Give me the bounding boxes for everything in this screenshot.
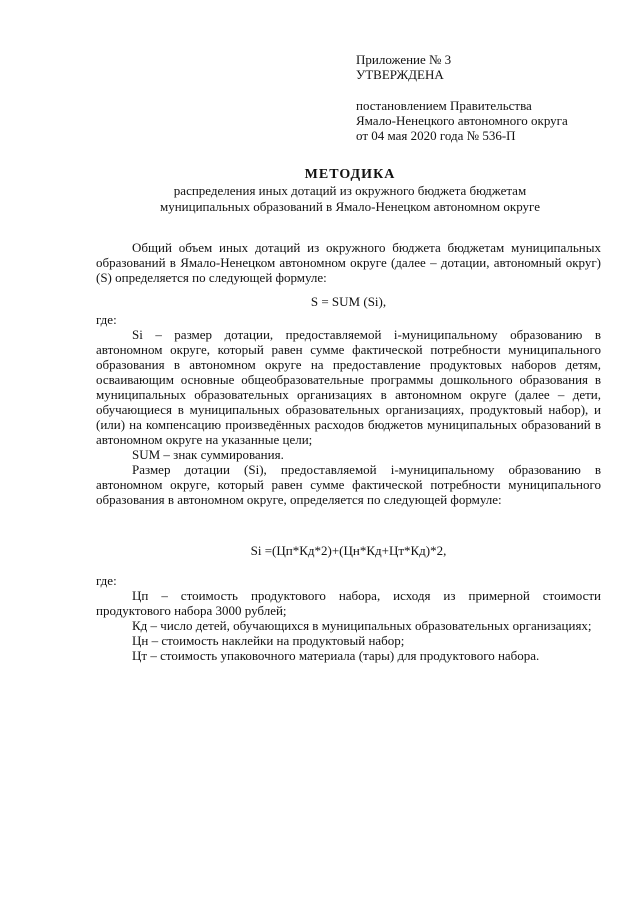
intro-paragraph: Общий объем иных дотаций из окружного бюджета бюджетам муниципальных образований в Ямало-Ненецком автономном округе (далее – дотации, автономный округ) (S) определяется по следующей формуле: — [96, 240, 601, 285]
formula-total: S = SUM (Si), — [310, 294, 387, 309]
definition-si: Si – размер дотации, предоставляемой i-муниципальному образованию в автономном округе, который равен сумме фактической потребности муниципального образования в автономном округе на предоставление продуктовых наборов детям, осваивающим основные общеобразовательные программы дошкольного образования в муниципальных образовательных организациях в автономном округе (далее – дети, обучающиеся в муниципальных образовательных организациях, продуктовый набор), и (или) на компенсацию произведённых расходов бюджетов муниципальных образований в автономном округе на указанные цели; — [96, 327, 601, 447]
formula1-block — [96, 294, 601, 309]
definitions-block-1 — [96, 312, 601, 507]
formula2-block — [96, 543, 601, 558]
document-subtitle-line2: муниципальных образований в Ямало-Ненецком автономном округе — [160, 199, 540, 214]
where-label-1: где: — [96, 312, 117, 327]
resolution-date: от 04 мая 2020 года № 536-П — [356, 128, 516, 143]
definition-ct: Цт – стоимость упаковочного материала (тары) для продуктового набора. — [132, 648, 540, 663]
document-subtitle-line1: распределения иных дотаций из окружного бюджета бюджетам — [173, 183, 527, 198]
definition-cp: Цп – стоимость продуктового набора, исходя из примерной стоимости продуктового набора 3000 рублей; — [96, 588, 601, 618]
definition-kd: Кд – число детей, обучающихся в муниципальных образовательных организациях; — [132, 618, 592, 633]
document-heading — [60, 166, 640, 215]
intro-paragraph-block — [96, 240, 601, 285]
formula-si: Si =(Цп*Кд*2)+(Цн*Кд+Цт*Кд)*2, — [250, 543, 447, 558]
where-label-2: где: — [96, 573, 117, 588]
definitions-block-2 — [96, 573, 601, 663]
definition-cn: Цн – стоимость наклейки на продуктовый набор; — [132, 633, 405, 648]
size-paragraph: Размер дотации (Si), предоставляемой i-муниципальному образованию в автономном округе, который равен сумме фактической потребности муниципального образования в автономном округе, определяется по следующей формуле: — [96, 462, 601, 507]
appendix-number: Приложение № 3 — [356, 52, 452, 67]
government-line: Ямало-Ненецкого автономного округа — [356, 113, 568, 128]
document-title: МЕТОДИКА — [304, 167, 396, 182]
resolution-line: постановлением Правительства — [356, 98, 532, 113]
approved-label: УТВЕРЖДЕНА — [356, 67, 444, 82]
approval-block — [356, 52, 568, 143]
definition-sum: SUM – знак суммирования. — [132, 447, 284, 462]
